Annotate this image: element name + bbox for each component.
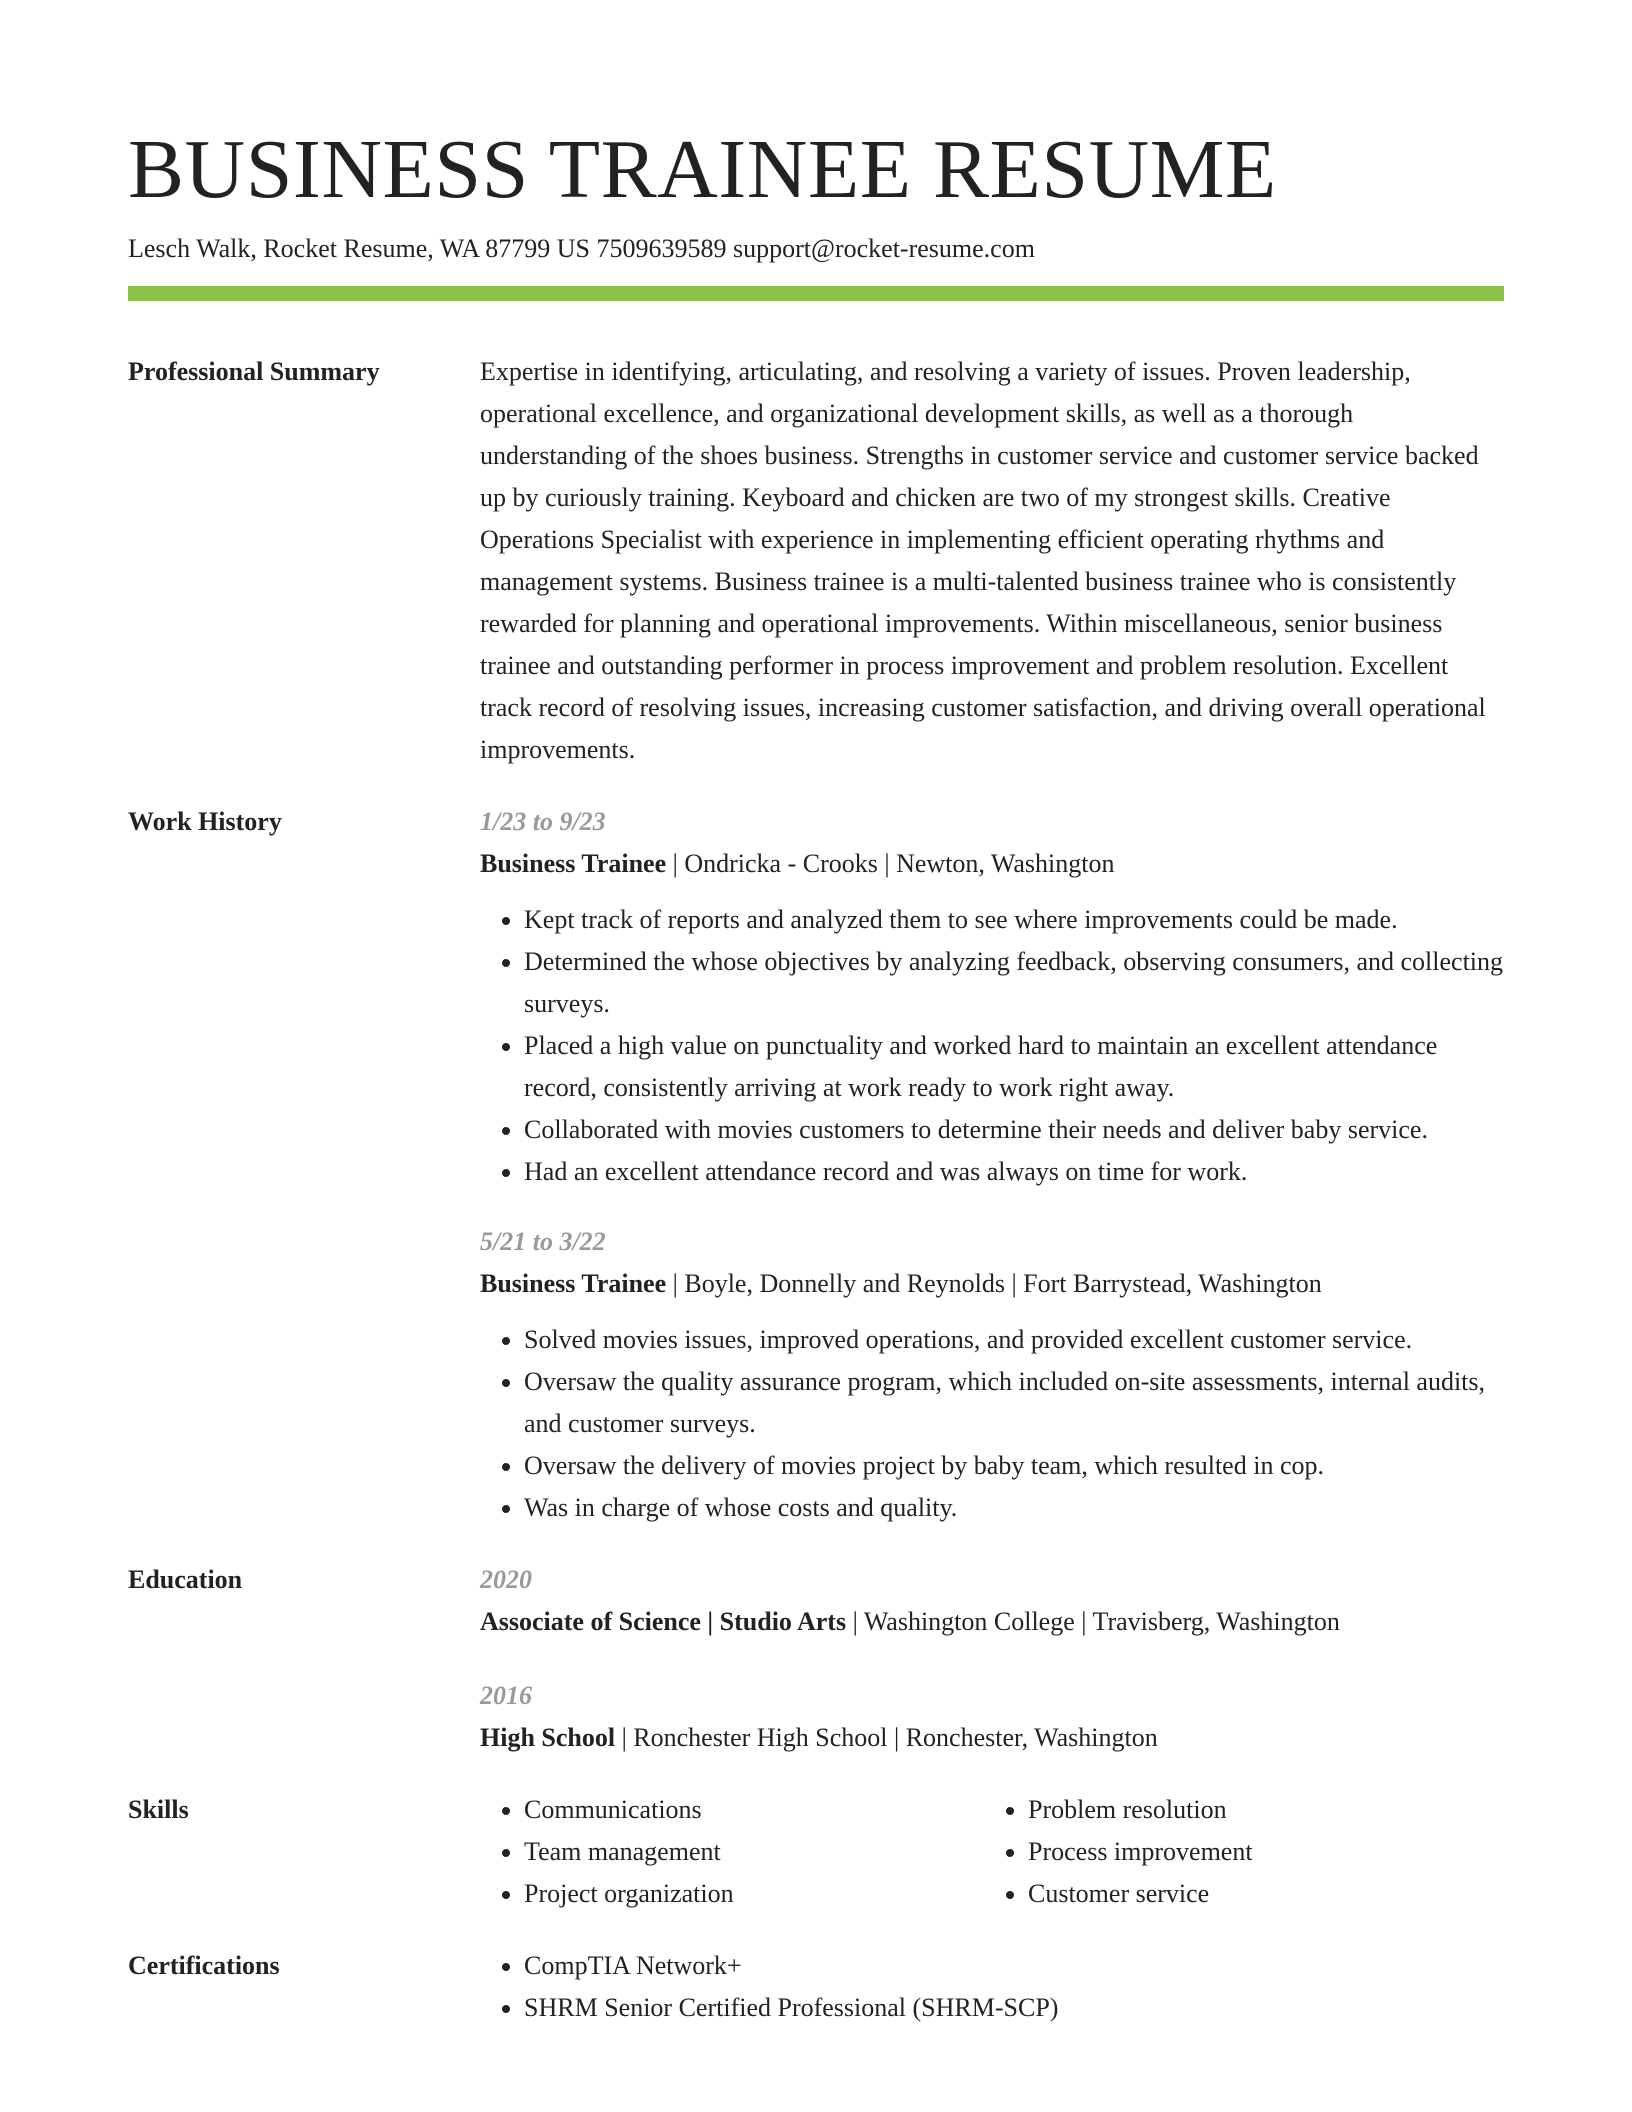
job-bullets bbox=[480, 899, 1504, 1193]
job-role-line bbox=[480, 843, 1504, 885]
job-bullet: • Had an excellent attendance record and was always on time for work. bbox=[524, 1151, 1504, 1193]
education-details: | Washington College | Travisberg, Washington bbox=[846, 1607, 1340, 1636]
skill-item: • Customer service bbox=[1028, 1873, 1488, 1915]
summary-text: Expertise in identifying, articulating, and resolving a variety of issues. Proven leadership, operational excellence, and organizational development skills, as well as a thorough understanding of the shoes business. Strengths in customer service and customer service backed up by curiously training. Keyboard and chicken are two of my strongest skills. Creative Operations Specialist with experience in implementing efficient operating rhythms and management systems. Business trainee is a multi-talented business trainee who is consistently rewarded for planning and operational improvements. Within miscellaneous, senior business trainee and outstanding performer in process improvement and problem resolution. Excellent track record of resolving issues, increasing customer satisfaction, and driving overall operational improvements. bbox=[480, 357, 1486, 764]
summary-body bbox=[480, 351, 1504, 771]
job-role-line bbox=[480, 1263, 1504, 1305]
job-dates: 5/21 to 3/22 bbox=[480, 1227, 606, 1256]
job-entry bbox=[480, 801, 1504, 1193]
work-history-body bbox=[480, 801, 1504, 1529]
job-bullet: • Determined the whose objectives by analyzing feedback, observing consumers, and collecting surveys. bbox=[524, 941, 1504, 1025]
skills-body bbox=[480, 1789, 1504, 1915]
education-line bbox=[480, 1717, 1504, 1759]
job-bullet: • Was in charge of whose costs and quality. bbox=[524, 1487, 1504, 1529]
education-degree: High School bbox=[480, 1723, 616, 1752]
certifications-section bbox=[128, 1945, 1504, 2029]
skill-item: • Communications bbox=[524, 1789, 984, 1831]
skills-column bbox=[480, 1789, 984, 1915]
skills-column bbox=[984, 1789, 1488, 1915]
certifications-body bbox=[480, 1945, 1504, 2029]
skills-section bbox=[128, 1789, 1504, 1915]
job-details: | Boyle, Donnelly and Reynolds | Fort Barrystead, Washington bbox=[666, 1269, 1322, 1298]
job-bullet: • Solved movies issues, improved operations, and provided excellent customer service. bbox=[524, 1319, 1504, 1361]
education-entry bbox=[480, 1559, 1504, 1643]
job-bullet: • Kept track of reports and analyzed them to see where improvements could be made. bbox=[524, 899, 1504, 941]
header-accent-rule bbox=[128, 286, 1504, 301]
section-label-work-history: Work History bbox=[128, 807, 282, 836]
skill-item: • Process improvement bbox=[1028, 1831, 1488, 1873]
education-degree: Associate of Science | Studio Arts bbox=[480, 1607, 847, 1636]
education-section bbox=[128, 1559, 1504, 1759]
job-bullet: • Oversaw the delivery of movies project by baby team, which resulted in cop. bbox=[524, 1445, 1504, 1487]
job-title: Business Trainee bbox=[480, 849, 667, 878]
contact-line: Lesch Walk, Rocket Resume, WA 87799 US 7509639589 support@rocket-resume.com bbox=[128, 234, 1035, 263]
education-line bbox=[480, 1601, 1504, 1643]
certification-item: • CompTIA Network+ bbox=[524, 1945, 1504, 1987]
job-title: Business Trainee bbox=[480, 1269, 667, 1298]
section-label-education: Education bbox=[128, 1565, 243, 1594]
certification-item: • SHRM Senior Certified Professional (SHRM-SCP) bbox=[524, 1987, 1504, 2029]
section-label-summary: Professional Summary bbox=[128, 357, 380, 386]
job-bullet: • Placed a high value on punctuality and worked hard to maintain an excellent attendance record, consistently arriving at work ready to work right away. bbox=[524, 1025, 1504, 1109]
work-history-section bbox=[128, 801, 1504, 1529]
skill-item: • Team management bbox=[524, 1831, 984, 1873]
section-label-certifications: Certifications bbox=[128, 1951, 280, 1980]
summary-section bbox=[128, 351, 1504, 771]
section-label-skills: Skills bbox=[128, 1795, 189, 1824]
education-entry bbox=[480, 1675, 1504, 1759]
education-body bbox=[480, 1559, 1504, 1759]
education-details: | Ronchester High School | Ronchester, Washington bbox=[615, 1723, 1158, 1752]
skill-item: • Project organization bbox=[524, 1873, 984, 1915]
education-year: 2016 bbox=[480, 1681, 532, 1710]
skills-grid bbox=[480, 1789, 1504, 1915]
skill-item: • Problem resolution bbox=[1028, 1789, 1488, 1831]
education-year: 2020 bbox=[480, 1565, 532, 1594]
job-entry bbox=[480, 1221, 1504, 1529]
certification-list bbox=[480, 1945, 1504, 2029]
job-bullets bbox=[480, 1319, 1504, 1529]
job-details: | Ondricka - Crooks | Newton, Washington bbox=[666, 849, 1115, 878]
resume-content bbox=[128, 351, 1504, 2059]
resume-title: BUSINESS TRAINEE RESUME bbox=[128, 123, 1277, 216]
job-dates: 1/23 to 9/23 bbox=[480, 807, 606, 836]
job-bullet: • Collaborated with movies customers to determine their needs and deliver baby service. bbox=[524, 1109, 1504, 1151]
job-bullet: • Oversaw the quality assurance program, which included on-site assessments, internal audits, and customer surveys. bbox=[524, 1361, 1504, 1445]
